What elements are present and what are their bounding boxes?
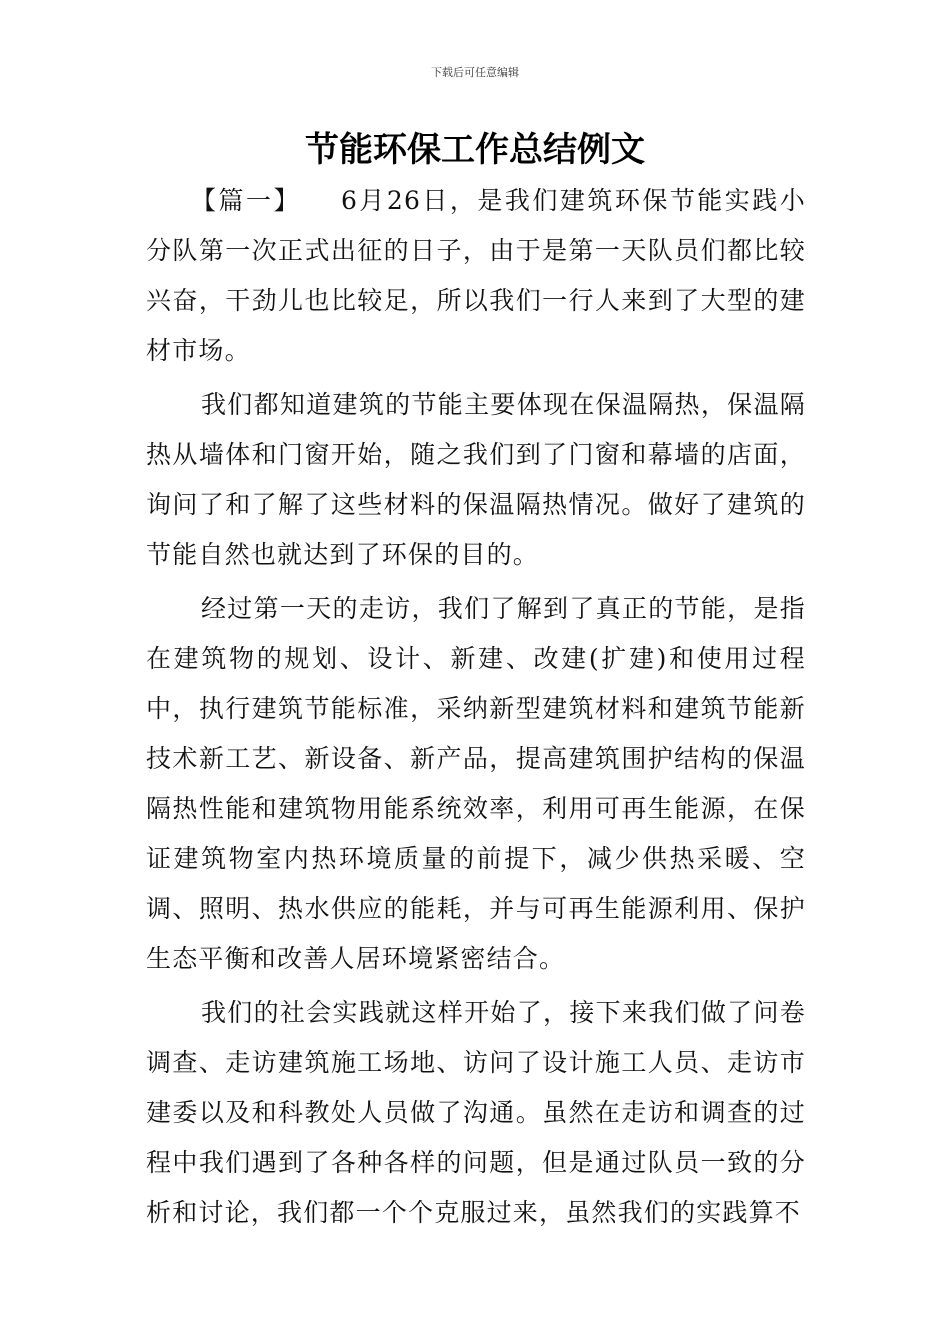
paragraph-3: 经过第一天的走访，我们了解到了真正的节能，是指在建筑物的规划、设计、新建、改建(扩建)和使用过程中，执行建筑节能标准，采纳新型建筑材料和建筑节能新技术新工艺、新设备、新产品，提高建筑围护结构的保温隔热性能和建筑物用能系统效率，利用可再生能源，在保证建筑物室内热环境质量的前提下，减少供热采暖、空调、照明、热水供应的能耗，并与可再生能源利用、保护生态平衡和改善人居环境紧密结合。 (146, 594, 806, 973)
paragraph-2: 我们都知道建筑的节能主要体现在保温隔热，保温隔热从墙体和门窗开始，随之我们到了门窗和幕墙的店面，询问了和了解了这些材料的保温隔热情况。做好了建筑的节能自然也就达到了环保的目的。 (146, 390, 806, 569)
paragraph-4: 我们的社会实践就这样开始了，接下来我们做了问卷调查、走访建筑施工场地、访问了设计施工人员、走访市建委以及和科教处人员做了沟通。虽然在走访和调查的过程中我们遇到了各种各样的问题，但是通过队员一致的分析和讨论，我们都一个个克服过来，虽然我们的实践算不 (146, 998, 806, 1227)
section-label: 【篇一】 (191, 186, 301, 215)
document-title: 节能环保工作总结例文 (305, 130, 645, 170)
paragraph-1 (146, 176, 806, 376)
paragraph-1-text: 6月26日，是我们建筑环保节能实践小分队第一次正式出征的日子，由于是第一天队员们都比较兴奋，干劲儿也比较足，所以我们一行人来到了大型的建材市场。 (146, 186, 806, 365)
header-note: 下载后可任意编辑 (431, 66, 519, 79)
document-body (146, 176, 806, 1242)
